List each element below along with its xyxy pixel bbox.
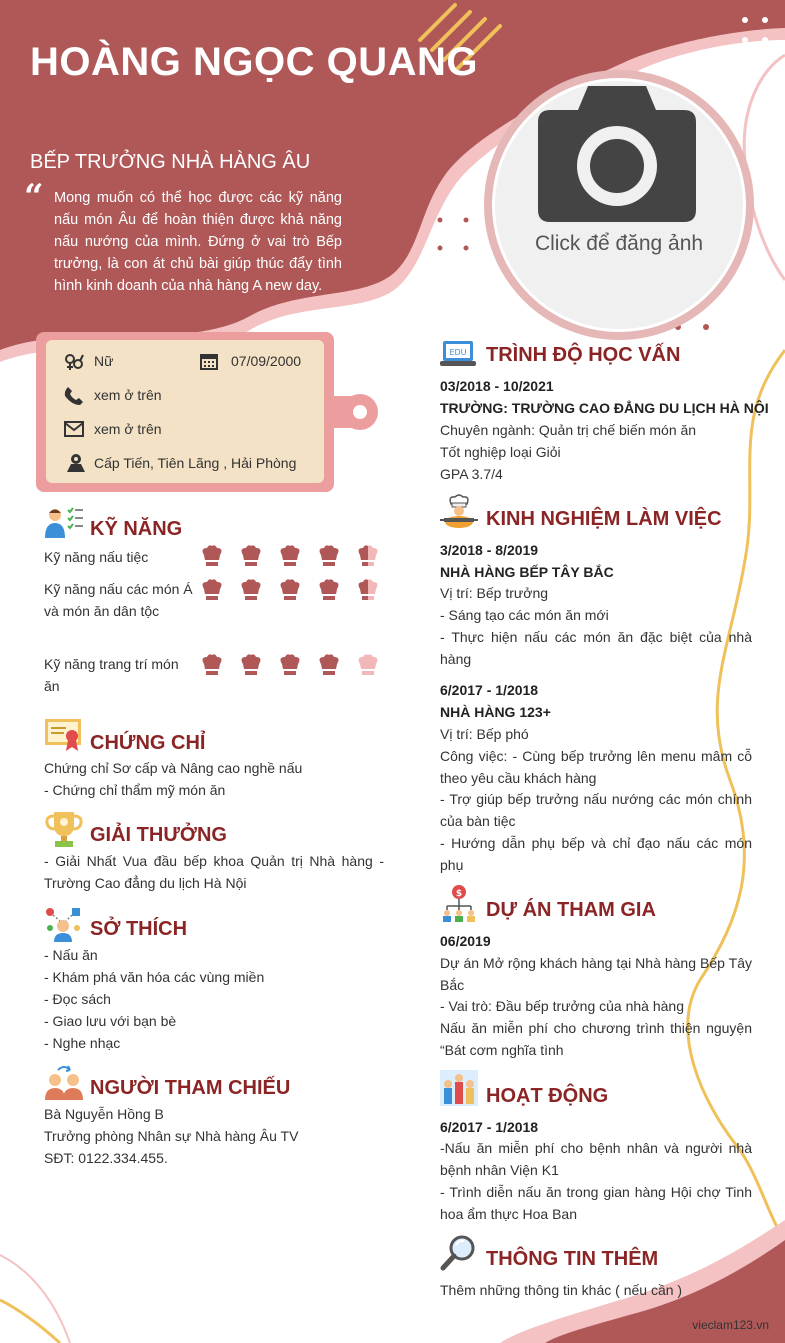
chef-hat-icon bbox=[320, 545, 339, 566]
education-line-3: GPA 3.7/4 bbox=[440, 466, 503, 482]
chef-hat-icon bbox=[359, 579, 378, 600]
hobby-2: - Khám phá văn hóa các vùng miền bbox=[44, 969, 265, 985]
project-line-3: Nấu ăn miễn phí cho chương trình thiện nguyện “Bát cơm nghĩa tình bbox=[440, 1020, 752, 1058]
job-1-line-2: - Sáng tạo các món ăn mới bbox=[440, 607, 609, 623]
hobby-5: - Nghe nhạc bbox=[44, 1035, 121, 1051]
skills-title: KỸ NĂNG bbox=[90, 518, 183, 540]
hobby-4: - Giao lưu với bạn bè bbox=[44, 1013, 177, 1029]
skill-rating-2 bbox=[200, 578, 395, 607]
projects-title: DỰ ÁN THAM GIA bbox=[486, 899, 656, 921]
awards-title: GIẢI THƯỞNG bbox=[90, 824, 227, 846]
job-2-period: 6/2017 - 1/2018 bbox=[440, 682, 539, 698]
project-period: 06/2019 bbox=[440, 933, 491, 949]
quote-close-icon: “ bbox=[344, 281, 364, 321]
gender-value: Nữ bbox=[94, 353, 114, 369]
chef-hat-icon bbox=[281, 654, 300, 675]
reference-line-3: SĐT: 0122.334.455. bbox=[44, 1150, 168, 1166]
hobby-1: - Nấu ăn bbox=[44, 947, 98, 963]
chef-hat-icon bbox=[242, 545, 261, 566]
more-info-text: Thêm những thông tin khác ( nếu cần ) bbox=[440, 1282, 683, 1298]
reference-line-2: Trưởng phòng Nhân sự Nhà hàng Âu TV bbox=[44, 1128, 299, 1144]
location-icon bbox=[64, 453, 86, 473]
birthday-value: 07/09/2000 bbox=[231, 353, 302, 369]
chef-hat-icon bbox=[203, 579, 222, 600]
skill-name-3: Kỹ năng trang trí món ăn bbox=[44, 656, 179, 694]
job-2-line-3: - Trợ giúp bếp trưởng nấu nướng các món chính của bàn tiệc bbox=[440, 791, 752, 829]
job-title: BẾP TRƯỞNG NHÀ HÀNG ÂU bbox=[30, 151, 311, 173]
references-title: NGƯỜI THAM CHIẾU bbox=[90, 1077, 291, 1099]
chef-hat-icon bbox=[203, 654, 222, 675]
certificate-line-2: - Chứng chỉ thẩm mỹ món ăn bbox=[44, 782, 226, 798]
chef-hat-icon bbox=[203, 545, 222, 566]
certificates-title: CHỨNG CHỈ bbox=[90, 732, 206, 754]
job-2-line-4: - Hướng dẫn phụ bếp và chỉ đạo nấu các món phụ bbox=[440, 835, 752, 873]
chef-hat-icon bbox=[281, 545, 300, 566]
chef-hat-icon bbox=[359, 654, 378, 675]
project-line-1: Dự án Mở rộng khách hàng tại Nhà hàng Bếp Tây Bắc bbox=[440, 955, 752, 993]
activity-period: 6/2017 - 1/2018 bbox=[440, 1119, 539, 1135]
quote-open-icon: “ bbox=[24, 177, 44, 217]
chef-hat-icon bbox=[320, 579, 339, 600]
certificate-icon bbox=[44, 718, 82, 752]
chef-hat-icon bbox=[359, 545, 378, 566]
activities-icon bbox=[440, 1070, 478, 1106]
awards-text: - Giải Nhất Vua đầu bếp khoa Quản trị Nhà hàng - Trường Cao đẳng du lịch Hà Nội bbox=[44, 853, 384, 891]
certificate-line-1: Chứng chỉ Sơ cấp và Nâng cao nghề nấu bbox=[44, 760, 303, 776]
calendar-icon bbox=[200, 352, 218, 370]
more-info-title: THÔNG TIN THÊM bbox=[486, 1248, 659, 1270]
skill-name-1: Kỹ năng nấu tiệc bbox=[44, 549, 149, 565]
reference-line-1: Bà Nguyễn Hồng B bbox=[44, 1106, 164, 1122]
chef-icon bbox=[440, 494, 478, 530]
education-title: TRÌNH ĐỘ HỌC VẤN bbox=[486, 344, 681, 366]
education-line-2: Tốt nghiệp loại Giỏi bbox=[440, 444, 561, 460]
email-value: xem ở trên bbox=[94, 421, 162, 437]
hobbies-icon bbox=[44, 906, 82, 942]
activity-line-1: -Nấu ăn miễn phí cho bệnh nhân và người nhà bệnh nhân Viện K1 bbox=[440, 1140, 752, 1178]
education-line-1: Chuyên ngành: Quản trị chế biến món ăn bbox=[440, 422, 697, 438]
chef-hat-icon bbox=[320, 654, 339, 675]
job-2-line-1: Vị trí: Bếp phó bbox=[440, 726, 529, 742]
skills-icon bbox=[44, 506, 84, 538]
candidate-name: HOÀNG NGỌC QUANG bbox=[30, 40, 478, 84]
job-1-company: NHÀ HÀNG BẾP TÂY BẮC bbox=[440, 564, 614, 580]
skill-rating-3 bbox=[200, 653, 395, 682]
experience-title: KINH NGHIỆM LÀM VIỆC bbox=[486, 508, 722, 530]
address-value: Cấp Tiến, Tiên Lãng , Hải Phòng bbox=[94, 455, 297, 471]
magnifier-icon bbox=[440, 1234, 478, 1272]
job-2-line-2: Công việc: - Cùng bếp trưởng lên menu mâm cỗ theo yêu cầu khách hàng bbox=[440, 748, 752, 786]
job-1-line-1: Vị trí: Bếp trưởng bbox=[440, 585, 549, 601]
job-2-company: NHÀ HÀNG 123+ bbox=[440, 704, 551, 720]
job-1-line-3: - Thực hiện nấu các món ăn đặc biệt của nhà hàng bbox=[440, 629, 752, 667]
education-icon-label: EDU bbox=[449, 348, 467, 357]
project-line-2: - Vai trò: Đầu bếp trưởng của nhà hàng bbox=[440, 998, 684, 1014]
email-icon bbox=[64, 421, 84, 437]
skill-rating-1 bbox=[200, 544, 395, 573]
gender-icon bbox=[64, 352, 84, 372]
svg-text:$: $ bbox=[455, 889, 463, 899]
education-icon bbox=[440, 340, 476, 368]
phone-value: xem ở trên bbox=[94, 387, 162, 403]
job-1-period: 3/2018 - 8/2019 bbox=[440, 542, 539, 558]
references-icon bbox=[44, 1064, 84, 1100]
education-period: 03/2018 - 10/2021 bbox=[440, 378, 554, 394]
skill-rating-hats bbox=[200, 578, 395, 602]
activity-line-2: - Trình diễn nấu ăn trong gian hàng Hội chợ Tinh hoa ẩm thực Hoa Ban bbox=[440, 1184, 752, 1222]
project-icon bbox=[440, 884, 478, 922]
hobbies-title: SỞ THÍCH bbox=[90, 918, 188, 940]
phone-icon bbox=[64, 386, 84, 406]
photo-upload-label[interactable]: Click để đăng ảnh bbox=[534, 232, 704, 255]
hobby-3: - Đọc sách bbox=[44, 991, 111, 1007]
skill-rating-hats bbox=[200, 653, 395, 677]
camera-icon[interactable] bbox=[538, 86, 696, 222]
trophy-icon bbox=[44, 810, 84, 848]
education-school: TRƯỜNG: TRƯỜNG CAO ĐẲNG DU LỊCH HÀ NỘI bbox=[440, 400, 769, 416]
career-objective: Mong muốn có thể học được các kỹ năng nấu món Âu để hoàn thiện được khả năng nấu nướng của mình. Đứng ở vai trò Bếp trưởng, là con át chủ bài giúp thúc đẩy tình hình kinh doanh của nhà hàng A new day. bbox=[54, 190, 342, 294]
chef-hat-icon bbox=[242, 654, 261, 675]
skill-rating-hats bbox=[200, 544, 395, 568]
footer-brand: vieclam123.vn bbox=[692, 1318, 769, 1332]
chef-hat-icon bbox=[281, 579, 300, 600]
skill-name-2: Kỹ năng nấu các món Á và món ăn dân tộc bbox=[44, 581, 193, 619]
activities-title: HOẠT ĐỘNG bbox=[486, 1085, 609, 1107]
chef-hat-icon bbox=[242, 579, 261, 600]
